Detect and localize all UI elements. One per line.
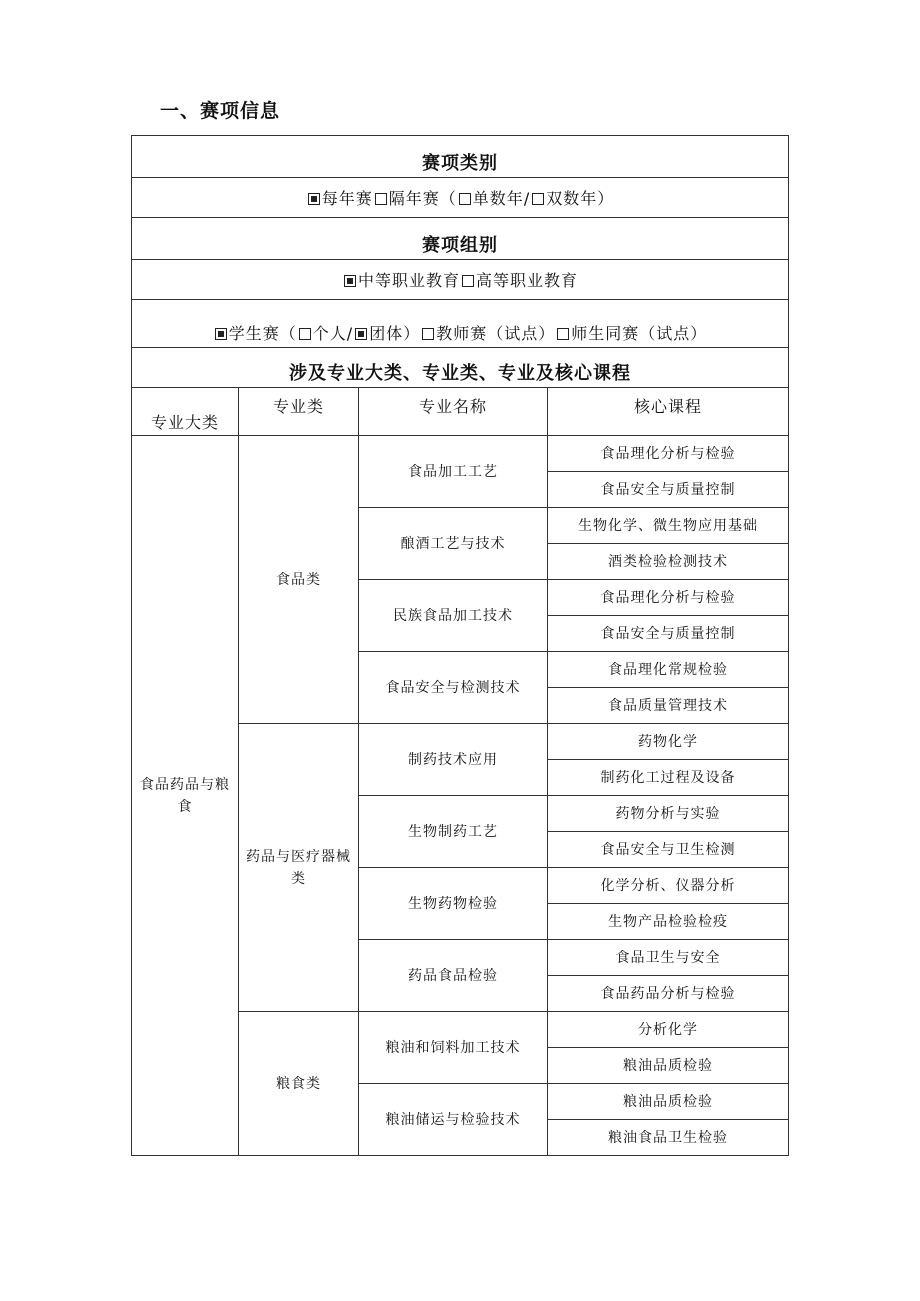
col-header-major: 专业名称 [359, 388, 548, 436]
odd-year-checkbox[interactable] [459, 193, 471, 205]
major-name-cell: 粮油和饲料加工技术 [359, 1012, 548, 1084]
major-class-cell: 食品类 [239, 436, 359, 724]
core-course-cell: 粮油品质检验 [548, 1084, 789, 1120]
even-year-checkbox[interactable] [532, 193, 544, 205]
major-name-cell: 生物制药工艺 [359, 796, 548, 868]
core-course-cell: 食品理化分析与检验 [548, 436, 789, 472]
core-course-cell: 食品药品分析与检验 [548, 976, 789, 1012]
odd-year-label: 单数年 [472, 189, 524, 208]
core-course-cell: 食品理化分析与检验 [548, 580, 789, 616]
major-category-cell: 食品药品与粮食 [132, 436, 239, 1156]
col-header-category: 专业大类 [132, 388, 239, 436]
core-course-cell: 食品理化常规检验 [548, 652, 789, 688]
team-checkbox[interactable] [355, 328, 367, 340]
majors-header: 涉及专业大类、专业类、专业及核心课程 [132, 348, 789, 388]
biennial-checkbox[interactable] [375, 193, 387, 205]
teacher-checkbox[interactable] [422, 328, 434, 340]
core-course-cell: 生物产品检验检疫 [548, 904, 789, 940]
core-course-cell: 食品卫生与安全 [548, 940, 789, 976]
core-course-cell: 食品质量管理技术 [548, 688, 789, 724]
table-row [132, 436, 789, 472]
competition-info-table [131, 135, 789, 1156]
major-name-cell: 粮油储运与检验技术 [359, 1084, 548, 1156]
student-label: 学生赛 [228, 324, 280, 343]
core-course-cell: 化学分析、仪器分析 [548, 868, 789, 904]
paren-open: （ [279, 324, 297, 343]
col-header-class: 专业类 [239, 388, 359, 436]
paren-close: ） [597, 189, 615, 208]
annual-checkbox[interactable] [308, 193, 320, 205]
secondary-checkbox[interactable] [344, 275, 356, 287]
core-course-cell: 粮油品质检验 [548, 1048, 789, 1084]
team-label: 团体 [369, 324, 404, 343]
teacher-label: 教师赛（试点） [436, 324, 556, 343]
col-header-courses: 核心课程 [548, 388, 789, 436]
higher-checkbox[interactable] [462, 275, 474, 287]
major-name-cell: 食品安全与检测技术 [359, 652, 548, 724]
core-course-cell: 分析化学 [548, 1012, 789, 1048]
secondary-label: 中等职业教育 [357, 271, 460, 290]
core-course-cell: 食品安全与质量控制 [548, 472, 789, 508]
major-name-cell: 生物药物检验 [359, 868, 548, 940]
paren-open: （ [439, 189, 457, 208]
major-class-cell: 药品与医疗器械类 [239, 724, 359, 1012]
higher-label: 高等职业教育 [476, 271, 579, 290]
category-options [132, 178, 789, 218]
core-course-cell: 药物分析与实验 [548, 796, 789, 832]
section-title: 一、赛项信息 [160, 100, 281, 122]
major-name-cell: 食品加工工艺 [359, 436, 548, 508]
annual-label: 每年赛 [321, 189, 373, 208]
core-course-cell: 食品安全与质量控制 [548, 616, 789, 652]
paren-close: ） [403, 324, 421, 343]
major-name-cell: 制药技术应用 [359, 724, 548, 796]
major-name-cell: 酿酒工艺与技术 [359, 508, 548, 580]
core-course-cell: 生物化学、微生物应用基础 [548, 508, 789, 544]
group-header: 赛项组别 [132, 218, 789, 260]
major-name-cell: 药品食品检验 [359, 940, 548, 1012]
slash: / [523, 189, 531, 208]
core-course-cell: 酒类检验检测技术 [548, 544, 789, 580]
core-course-cell: 食品安全与卫生检测 [548, 832, 789, 868]
student-checkbox[interactable] [215, 328, 227, 340]
slash: / [346, 324, 354, 343]
even-year-label: 双数年 [546, 189, 598, 208]
core-course-cell: 药物化学 [548, 724, 789, 760]
core-course-cell: 制药化工过程及设备 [548, 760, 789, 796]
individual-checkbox[interactable] [299, 328, 311, 340]
teacher-student-label: 师生同赛（试点） [571, 324, 708, 343]
major-class-cell: 粮食类 [239, 1012, 359, 1156]
participant-options [132, 300, 789, 348]
core-course-cell: 粮油食品卫生检验 [548, 1120, 789, 1156]
teacher-student-checkbox[interactable] [557, 328, 569, 340]
individual-label: 个人 [312, 324, 347, 343]
biennial-label: 隔年赛 [388, 189, 440, 208]
group-options [132, 260, 789, 300]
major-name-cell: 民族食品加工技术 [359, 580, 548, 652]
category-header: 赛项类别 [132, 136, 789, 178]
